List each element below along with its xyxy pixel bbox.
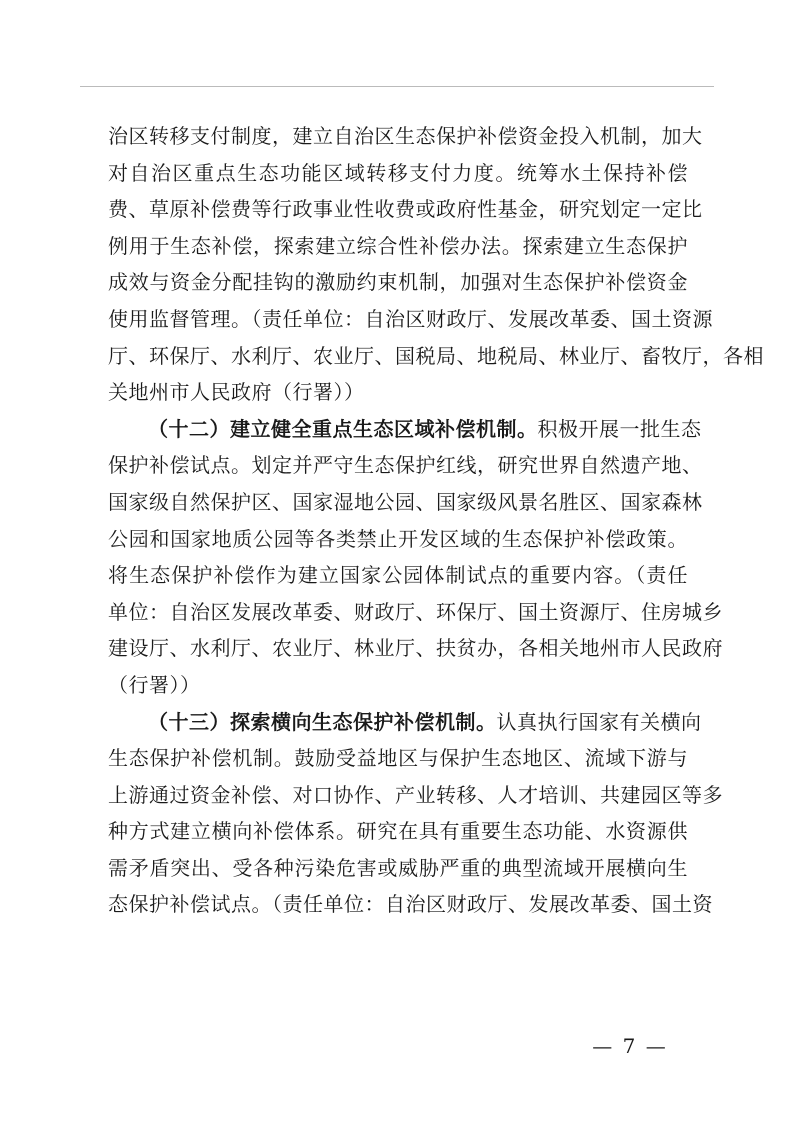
body-line: 对自治区重点生态功能区域转移支付力度。统筹水土保持补偿: [108, 160, 688, 185]
section-13-first-line: [108, 704, 702, 741]
section-13-line: 生态保护补偿机制。鼓励受益地区与保护生态地区、流域下游与: [108, 746, 688, 771]
body-line: 关地州市人民政府（行署））: [108, 380, 365, 405]
section-13-first-text: 认真执行国家有关横向: [496, 709, 702, 734]
section-12-line: 单位：自治区发展改革委、财政厅、环保厅、国土资源厅、住房城乡: [108, 599, 723, 624]
section-12-heading: （十二）建立健全重点生态区域补偿机制。: [148, 416, 538, 441]
section-12-first-line: [108, 411, 702, 448]
body-line: 例用于生态补偿，探索建立综合性补偿办法。探索建立生态保护: [108, 233, 688, 258]
body-line: 治区转移支付制度，建立自治区生态保护补偿资金投入机制，加大: [108, 124, 703, 148]
body-line: 成效与资金分配挂钩的激励约束机制，加强对生态保护补偿资金: [108, 270, 688, 295]
page-number: — 7 —: [592, 1034, 668, 1058]
document-body: [108, 118, 764, 923]
section-13-line: 需矛盾突出、受各种污染危害或威胁严重的典型流域开展横向生: [108, 855, 688, 880]
body-line: 使用监督管理。（责任单位：自治区财政厅、发展改革委、国土资源: [108, 306, 713, 331]
body-line: 厅、环保厅、水利厅、农业厅、国税局、地税局、林业厅、畜牧厅，各相: [108, 343, 764, 368]
section-12-line: 建设厅、水利厅、农业厅、林业厅、扶贫办，各相关地州市人民政府: [108, 636, 723, 661]
section-13-line: 种方式建立横向补偿体系。研究在具有重要生态功能、水资源供: [108, 819, 688, 844]
section-12-first-text: 积极开展一批生态: [537, 416, 702, 441]
section-13-line: 态保护补偿试点。（责任单位：自治区财政厅、发展改革委、国土资: [108, 892, 713, 917]
section-12-line: 公园和国家地质公园等各类禁止开发区域的生态保护补偿政策。: [108, 526, 688, 551]
section-13-heading: （十三）探索横向生态保护补偿机制。: [148, 709, 497, 734]
section-12-line: 保护补偿试点。划定并严守生态保护红线，研究世界自然遗产地、: [108, 453, 703, 478]
body-line: 费、草原补偿费等行政事业性收费或政府性基金，研究划定一定比: [108, 197, 703, 222]
section-13-line: 上游通过资金补偿、对口协作、产业转移、人才培训、共建园区等多: [108, 782, 723, 807]
section-12-line: 将生态保护补偿作为建立国家公园体制试点的重要内容。（责任: [108, 563, 688, 588]
header-rule: [80, 86, 714, 87]
section-12-line: （行署））: [108, 672, 201, 697]
section-12-line: 国家级自然保护区、国家湿地公园、国家级风景名胜区、国家森林: [108, 489, 703, 514]
